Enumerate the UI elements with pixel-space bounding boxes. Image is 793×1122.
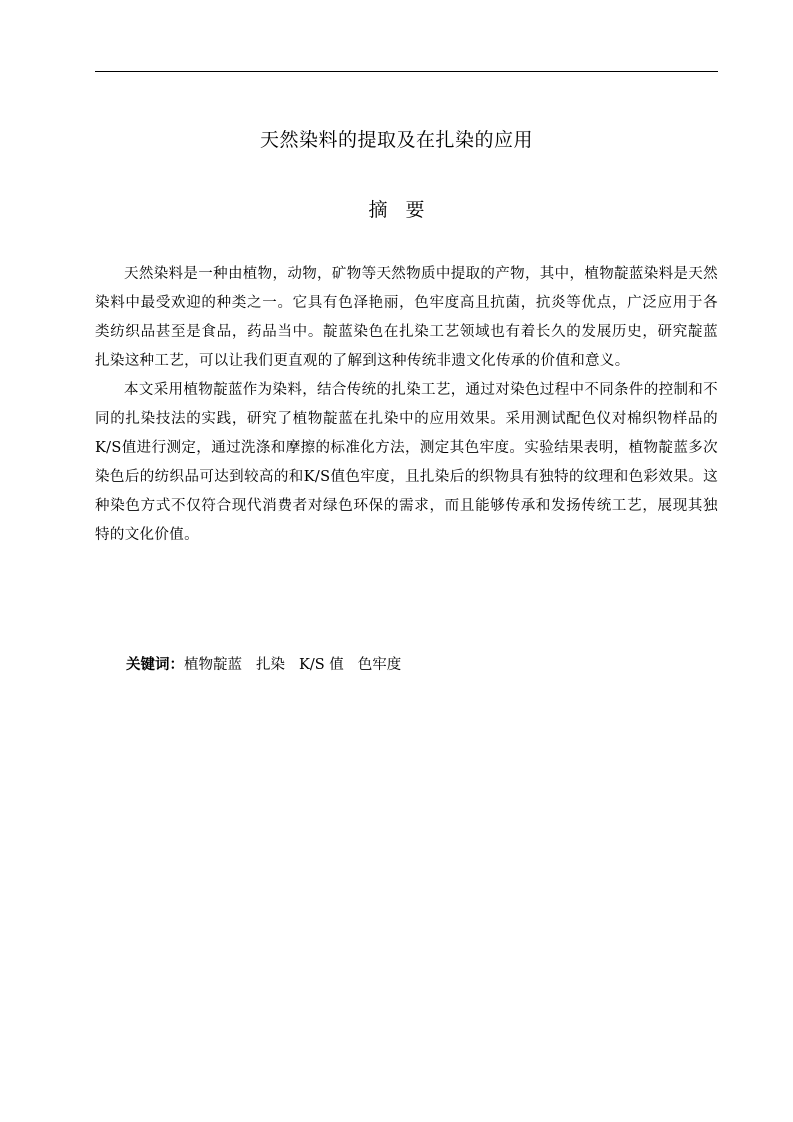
header-rule [95, 71, 718, 72]
keyword-item: 扎染 [256, 657, 285, 673]
document-title: 天然染料的提取及在扎染的应用 [259, 129, 533, 151]
abstract-paragraph-2: 本文采用植物靛蓝作为染料，结合传统的扎染工艺，通过对染色过程中不同条件的控制和不同的扎染技法的实践，研究了植物靛蓝在扎染中的应用效果。采用测试配色仪对棉织物样品的K/S值进行测定，通过洗涤和摩擦的标准化方法，测定其色牢度。实验结果表明，植物靛蓝多次染色后的纺织品可达到较高的和K/S值色牢度，且扎染后的织物具有独特的纹理和色彩效果。这种染色方式不仅符合现代消费者对绿色环保的需求，而且能够传承和发扬传统工艺，展现其独特的文化价值。 [95, 382, 718, 543]
keywords-line [126, 651, 401, 679]
keywords-label: 关键词： [126, 656, 184, 673]
keyword-item: 植物靛蓝 [184, 657, 242, 673]
abstract-body [95, 260, 718, 550]
keyword-item: K/S 值 [299, 657, 344, 673]
keyword-item: 色牢度 [357, 657, 402, 673]
abstract-paragraph-1: 天然染料是一种由植物，动物，矿物等天然物质中提取的产物，其中，植物靛蓝染料是天然染料中最受欢迎的种类之一。它具有色泽艳丽，色牢度高且抗菌，抗炎等优点，广泛应用于各类纺织品甚至是食品，药品当中。靛蓝染色在扎染工艺领域也有着长久的发展历史，研究靛蓝扎染这种工艺，可以让我们更直观的了解到这种传统非遗文化传承的价值和意义。 [95, 266, 718, 369]
abstract-heading: 摘 要 [368, 199, 431, 221]
